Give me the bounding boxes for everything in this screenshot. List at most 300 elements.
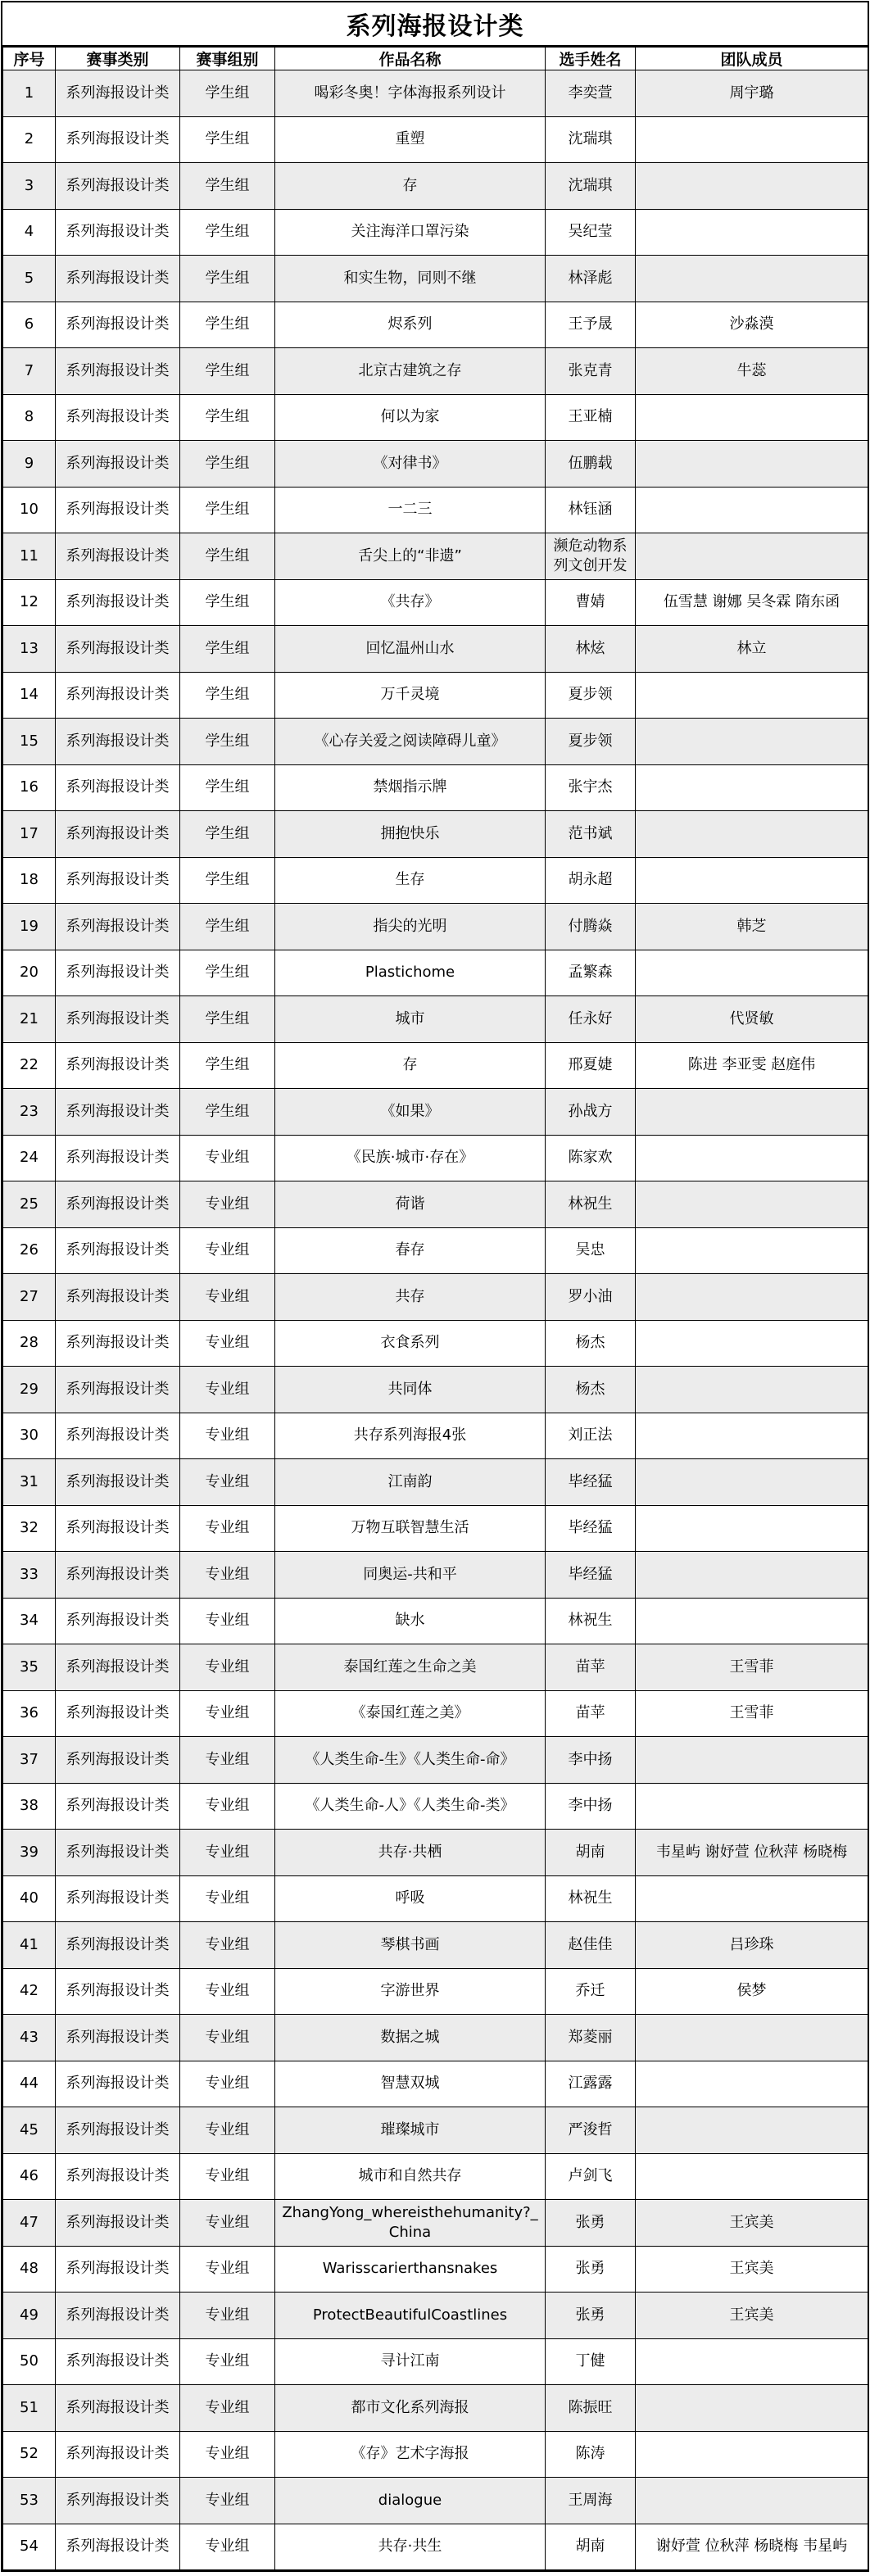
cell-entrant: 罗小油 [546, 1274, 636, 1321]
cell-team [636, 1783, 868, 1830]
table-row [3, 2246, 868, 2293]
cell-entrant: 胡永超 [546, 857, 636, 904]
cell-team: 王宾美 [636, 2200, 868, 2247]
cell-work-title: 呼吸 [275, 1875, 546, 1922]
cell-team: 吕珍珠 [636, 1922, 868, 1969]
cell-group: 学生组 [180, 811, 275, 858]
cell-entrant: 陈振旺 [546, 2385, 636, 2432]
cell-category: 系列海报设计类 [56, 487, 180, 533]
cell-group: 专业组 [180, 2385, 275, 2432]
cell-team [636, 1320, 868, 1367]
cell-group: 学生组 [180, 1089, 275, 1136]
cell-entrant: 王亚楠 [546, 394, 636, 441]
cell-index: 18 [3, 857, 56, 904]
cell-group: 专业组 [180, 1227, 275, 1274]
cell-team: 代贤敏 [636, 996, 868, 1043]
table-row [3, 1320, 868, 1367]
table-row [3, 1737, 868, 1784]
cell-group: 专业组 [180, 2061, 275, 2107]
table-row [3, 1690, 868, 1737]
table-row [3, 2107, 868, 2154]
cell-entrant: 李奕萱 [546, 70, 636, 117]
cell-category: 系列海报设计类 [56, 2107, 180, 2154]
cell-entrant: 严浚哲 [546, 2107, 636, 2154]
cell-work-title: 一二三 [275, 487, 546, 533]
cell-work-title: 缺水 [275, 1598, 546, 1644]
cell-team [636, 1413, 868, 1459]
table-row [3, 394, 868, 441]
cell-work-title: 拥抱快乐 [275, 811, 546, 858]
cell-category: 系列海报设计类 [56, 70, 180, 117]
cell-entrant: 毕经猛 [546, 1552, 636, 1599]
cell-category: 系列海报设计类 [56, 348, 180, 395]
cell-work-title: 共存·共生 [275, 2524, 546, 2570]
cell-work-title: 同奥运-共和平 [275, 1552, 546, 1599]
table-row [3, 996, 868, 1043]
cell-team: 伍雪慧 谢娜 吴冬霖 隋东函 [636, 579, 868, 626]
cell-work-title: 生存 [275, 857, 546, 904]
cell-group: 学生组 [180, 950, 275, 996]
table-row [3, 441, 868, 488]
cell-group: 专业组 [180, 1922, 275, 1969]
sheet-title: 系列海报设计类 [2, 2, 868, 47]
cell-work-title: 共同体 [275, 1367, 546, 1413]
cell-group: 学生组 [180, 116, 275, 163]
cell-index: 20 [3, 950, 56, 996]
cell-work-title: 都市文化系列海报 [275, 2385, 546, 2432]
cell-index: 24 [3, 1135, 56, 1181]
cell-team [636, 1598, 868, 1644]
cell-group: 专业组 [180, 1135, 275, 1181]
cell-index: 46 [3, 2153, 56, 2200]
table-row [3, 811, 868, 858]
table-row [3, 1042, 868, 1089]
cell-team: 周宇璐 [636, 70, 868, 117]
cell-work-title: 舌尖上的“非遗” [275, 533, 546, 580]
cell-team [636, 857, 868, 904]
cell-category: 系列海报设计类 [56, 857, 180, 904]
cell-category: 系列海报设计类 [56, 441, 180, 488]
cell-team [636, 441, 868, 488]
cell-team [636, 1089, 868, 1136]
cell-category: 系列海报设计类 [56, 1320, 180, 1367]
cell-category: 系列海报设计类 [56, 1737, 180, 1784]
cell-group: 学生组 [180, 394, 275, 441]
cell-category: 系列海报设计类 [56, 1413, 180, 1459]
cell-category: 系列海报设计类 [56, 394, 180, 441]
cell-entrant: 林祝生 [546, 1875, 636, 1922]
cell-team: 侯梦 [636, 1968, 868, 2015]
cell-team [636, 811, 868, 858]
cell-work-title: 江南韵 [275, 1459, 546, 1506]
table-row [3, 1830, 868, 1876]
cell-category: 系列海报设计类 [56, 2246, 180, 2293]
cell-entrant: 卢剑飞 [546, 2153, 636, 2200]
cell-category: 系列海报设计类 [56, 2200, 180, 2247]
cell-group: 学生组 [180, 579, 275, 626]
cell-category: 系列海报设计类 [56, 2431, 180, 2478]
cell-group: 学生组 [180, 348, 275, 395]
cell-group: 专业组 [180, 2015, 275, 2061]
table-row [3, 2524, 868, 2570]
cell-entrant: 张勇 [546, 2200, 636, 2247]
cell-category: 系列海报设计类 [56, 1690, 180, 1737]
cell-team [636, 1135, 868, 1181]
cell-category: 系列海报设计类 [56, 1227, 180, 1274]
cell-work-title: dialogue [275, 2478, 546, 2524]
cell-team: 陈进 李亚雯 赵庭伟 [636, 1042, 868, 1089]
cell-work-title: ZhangYong_whereisthehumanity?_China [275, 2200, 546, 2247]
cell-entrant: 孙战方 [546, 1089, 636, 1136]
cell-category: 系列海报设计类 [56, 1922, 180, 1969]
cell-index: 54 [3, 2524, 56, 2570]
cell-work-title: 《存》艺术字海报 [275, 2431, 546, 2478]
cell-work-title: 《民族·城市·存在》 [275, 1135, 546, 1181]
table-row [3, 2293, 868, 2339]
header-group: 赛事组别 [180, 48, 275, 70]
cell-team [636, 1737, 868, 1784]
cell-index: 22 [3, 1042, 56, 1089]
cell-category: 系列海报设计类 [56, 1274, 180, 1321]
cell-category: 系列海报设计类 [56, 256, 180, 302]
header-category: 赛事类别 [56, 48, 180, 70]
cell-index: 15 [3, 719, 56, 765]
cell-index: 53 [3, 2478, 56, 2524]
cell-index: 1 [3, 70, 56, 117]
cell-group: 学生组 [180, 487, 275, 533]
cell-entrant: 夏步领 [546, 719, 636, 765]
cell-entrant: 林炫 [546, 626, 636, 673]
cell-work-title: 智慧双城 [275, 2061, 546, 2107]
cell-work-title: 衣食系列 [275, 1320, 546, 1367]
cell-entrant: 沈瑞琪 [546, 116, 636, 163]
cell-index: 12 [3, 579, 56, 626]
cell-work-title: 重塑 [275, 116, 546, 163]
cell-entrant: 曹婧 [546, 579, 636, 626]
cell-work-title: 《如果》 [275, 1089, 546, 1136]
cell-index: 31 [3, 1459, 56, 1506]
cell-index: 10 [3, 487, 56, 533]
cell-team: 沙淼漠 [636, 302, 868, 348]
table-row [3, 1459, 868, 1506]
table-row [3, 1598, 868, 1644]
cell-group: 专业组 [180, 1552, 275, 1599]
table-row [3, 1274, 868, 1321]
table-row [3, 2385, 868, 2432]
table-row [3, 579, 868, 626]
cell-entrant: 郑菱丽 [546, 2015, 636, 2061]
cell-group: 学生组 [180, 256, 275, 302]
cell-category: 系列海报设计类 [56, 533, 180, 580]
cell-entrant: 张克青 [546, 348, 636, 395]
table-row [3, 2431, 868, 2478]
table-row [3, 209, 868, 256]
cell-index: 35 [3, 1644, 56, 1691]
cell-category: 系列海报设计类 [56, 1830, 180, 1876]
table-row [3, 1644, 868, 1691]
cell-index: 3 [3, 163, 56, 210]
cell-work-title: 喝彩冬奥！字体海报系列设计 [275, 70, 546, 117]
cell-team: 王雪菲 [636, 1690, 868, 1737]
cell-group: 专业组 [180, 1505, 275, 1552]
cell-work-title: 数据之城 [275, 2015, 546, 2061]
cell-team: 韩芝 [636, 904, 868, 950]
table-row [3, 1181, 868, 1228]
cell-team: 王宾美 [636, 2246, 868, 2293]
cell-group: 专业组 [180, 1875, 275, 1922]
table-row [3, 1413, 868, 1459]
cell-index: 23 [3, 1089, 56, 1136]
cell-index: 6 [3, 302, 56, 348]
cell-work-title: 和实生物，同则不继 [275, 256, 546, 302]
table-row [3, 2478, 868, 2524]
cell-work-title: 共存·共栖 [275, 1830, 546, 1876]
cell-category: 系列海报设计类 [56, 2478, 180, 2524]
sheet [1, 1, 869, 2572]
cell-work-title: 琴棋书画 [275, 1922, 546, 1969]
cell-entrant: 林祝生 [546, 1598, 636, 1644]
cell-category: 系列海报设计类 [56, 764, 180, 811]
cell-team [636, 1459, 868, 1506]
cell-entrant: 林祝生 [546, 1181, 636, 1228]
cell-entrant: 毕经猛 [546, 1459, 636, 1506]
cell-entrant: 张勇 [546, 2246, 636, 2293]
cell-category: 系列海报设计类 [56, 1089, 180, 1136]
cell-work-title: 荷谐 [275, 1181, 546, 1228]
cell-category: 系列海报设计类 [56, 116, 180, 163]
cell-category: 系列海报设计类 [56, 1644, 180, 1691]
cell-category: 系列海报设计类 [56, 209, 180, 256]
cell-team [636, 2061, 868, 2107]
cell-team [636, 719, 868, 765]
cell-group: 专业组 [180, 1968, 275, 2015]
table-row [3, 764, 868, 811]
cell-team [636, 2385, 868, 2432]
cell-entrant: 乔迁 [546, 1968, 636, 2015]
cell-entrant: 杨杰 [546, 1320, 636, 1367]
cell-entrant: 林泽彪 [546, 256, 636, 302]
table-row [3, 70, 868, 117]
cell-index: 17 [3, 811, 56, 858]
cell-index: 11 [3, 533, 56, 580]
cell-group: 专业组 [180, 1598, 275, 1644]
cell-category: 系列海报设计类 [56, 1459, 180, 1506]
cell-team: 牛蕊 [636, 348, 868, 395]
cell-index: 36 [3, 1690, 56, 1737]
cell-work-title: 存 [275, 163, 546, 210]
cell-entrant: 吴纪莹 [546, 209, 636, 256]
cell-group: 专业组 [180, 2293, 275, 2339]
cell-team [636, 2015, 868, 2061]
cell-work-title: 禁烟指示牌 [275, 764, 546, 811]
cell-category: 系列海报设计类 [56, 2524, 180, 2570]
cell-entrant: 张勇 [546, 2293, 636, 2339]
cell-entrant: 夏步领 [546, 672, 636, 719]
cell-index: 41 [3, 1922, 56, 1969]
cell-team [636, 2153, 868, 2200]
cell-category: 系列海报设计类 [56, 1552, 180, 1599]
cell-team [636, 394, 868, 441]
cell-group: 学生组 [180, 672, 275, 719]
cell-group: 学生组 [180, 626, 275, 673]
header-entrant: 选手姓名 [546, 48, 636, 70]
cell-team [636, 163, 868, 210]
header-index: 序号 [3, 48, 56, 70]
cell-entrant: 杨杰 [546, 1367, 636, 1413]
cell-team [636, 2431, 868, 2478]
cell-index: 25 [3, 1181, 56, 1228]
table-row [3, 2061, 868, 2107]
table-row [3, 2200, 868, 2247]
cell-category: 系列海报设计类 [56, 1598, 180, 1644]
entries-table [2, 47, 868, 2570]
cell-group: 专业组 [180, 2338, 275, 2385]
cell-category: 系列海报设计类 [56, 579, 180, 626]
header-row [3, 48, 868, 70]
cell-index: 49 [3, 2293, 56, 2339]
cell-category: 系列海报设计类 [56, 950, 180, 996]
cell-category: 系列海报设计类 [56, 719, 180, 765]
table-row [3, 256, 868, 302]
cell-index: 42 [3, 1968, 56, 2015]
cell-entrant: 王周海 [546, 2478, 636, 2524]
cell-index: 14 [3, 672, 56, 719]
cell-index: 2 [3, 116, 56, 163]
table-body [3, 70, 868, 2570]
cell-category: 系列海报设计类 [56, 2293, 180, 2339]
cell-index: 50 [3, 2338, 56, 2385]
cell-index: 44 [3, 2061, 56, 2107]
cell-team [636, 1552, 868, 1599]
cell-group: 学生组 [180, 163, 275, 210]
cell-group: 学生组 [180, 533, 275, 580]
cell-team [636, 533, 868, 580]
table-row [3, 348, 868, 395]
cell-index: 40 [3, 1875, 56, 1922]
cell-category: 系列海报设计类 [56, 1367, 180, 1413]
cell-entrant: 濒危动物系列文创开发 [546, 533, 636, 580]
cell-work-title: 《人类生命-生》《人类生命-命》 [275, 1737, 546, 1784]
table-row [3, 719, 868, 765]
cell-index: 9 [3, 441, 56, 488]
cell-category: 系列海报设计类 [56, 1968, 180, 2015]
table-row [3, 1875, 868, 1922]
cell-team [636, 2478, 868, 2524]
cell-work-title: 城市和自然共存 [275, 2153, 546, 2200]
cell-work-title: Warisscarierthansnakes [275, 2246, 546, 2293]
table-row [3, 1552, 868, 1599]
table-row [3, 2153, 868, 2200]
cell-index: 37 [3, 1737, 56, 1784]
cell-entrant: 胡南 [546, 2524, 636, 2570]
cell-work-title: 泰国红莲之生命之美 [275, 1644, 546, 1691]
cell-work-title: 烬系列 [275, 302, 546, 348]
cell-group: 专业组 [180, 2246, 275, 2293]
cell-entrant: 李中扬 [546, 1737, 636, 1784]
cell-entrant: 刘正法 [546, 1413, 636, 1459]
cell-entrant: 陈家欢 [546, 1135, 636, 1181]
cell-index: 45 [3, 2107, 56, 2154]
cell-team: 林立 [636, 626, 868, 673]
cell-index: 4 [3, 209, 56, 256]
cell-index: 21 [3, 996, 56, 1043]
cell-work-title: 《人类生命-人》《人类生命-类》 [275, 1783, 546, 1830]
cell-entrant: 林钰涵 [546, 487, 636, 533]
cell-group: 专业组 [180, 1830, 275, 1876]
cell-category: 系列海报设计类 [56, 1875, 180, 1922]
cell-team [636, 1227, 868, 1274]
cell-team [636, 116, 868, 163]
cell-entrant: 丁健 [546, 2338, 636, 2385]
cell-group: 学生组 [180, 719, 275, 765]
cell-entrant: 苗苹 [546, 1690, 636, 1737]
cell-work-title: ProtectBeautifulCoastlines [275, 2293, 546, 2339]
cell-index: 7 [3, 348, 56, 395]
cell-work-title: 何以为家 [275, 394, 546, 441]
cell-category: 系列海报设计类 [56, 2015, 180, 2061]
cell-group: 专业组 [180, 1783, 275, 1830]
cell-category: 系列海报设计类 [56, 1042, 180, 1089]
table-row [3, 2338, 868, 2385]
cell-category: 系列海报设计类 [56, 2153, 180, 2200]
table-row [3, 857, 868, 904]
cell-group: 学生组 [180, 70, 275, 117]
cell-category: 系列海报设计类 [56, 2338, 180, 2385]
cell-entrant: 李中扬 [546, 1783, 636, 1830]
cell-entrant: 江露露 [546, 2061, 636, 2107]
cell-work-title: 北京古建筑之存 [275, 348, 546, 395]
cell-group: 专业组 [180, 2200, 275, 2247]
cell-group: 专业组 [180, 1644, 275, 1691]
cell-team [636, 209, 868, 256]
table-row [3, 116, 868, 163]
cell-group: 专业组 [180, 1413, 275, 1459]
cell-group: 学生组 [180, 857, 275, 904]
cell-work-title: 关注海洋口罩污染 [275, 209, 546, 256]
table-row [3, 163, 868, 210]
cell-group: 学生组 [180, 1042, 275, 1089]
cell-index: 38 [3, 1783, 56, 1830]
cell-index: 13 [3, 626, 56, 673]
table-row [3, 1227, 868, 1274]
table-row [3, 1367, 868, 1413]
cell-index: 47 [3, 2200, 56, 2247]
table-row [3, 1505, 868, 1552]
cell-entrant: 邢夏婕 [546, 1042, 636, 1089]
cell-entrant: 苗苹 [546, 1644, 636, 1691]
cell-group: 学生组 [180, 764, 275, 811]
cell-category: 系列海报设计类 [56, 163, 180, 210]
cell-work-title: 指尖的光明 [275, 904, 546, 950]
cell-category: 系列海报设计类 [56, 811, 180, 858]
cell-category: 系列海报设计类 [56, 672, 180, 719]
cell-entrant: 陈涛 [546, 2431, 636, 2478]
table-row [3, 1922, 868, 1969]
cell-index: 27 [3, 1274, 56, 1321]
cell-team [636, 1367, 868, 1413]
cell-entrant: 赵佳佳 [546, 1922, 636, 1969]
cell-category: 系列海报设计类 [56, 1783, 180, 1830]
cell-index: 16 [3, 764, 56, 811]
table-row [3, 950, 868, 996]
cell-index: 5 [3, 256, 56, 302]
cell-category: 系列海报设计类 [56, 904, 180, 950]
header-work-title: 作品名称 [275, 48, 546, 70]
cell-group: 学生组 [180, 441, 275, 488]
table-row [3, 1135, 868, 1181]
cell-team [636, 764, 868, 811]
cell-team: 王雪菲 [636, 1644, 868, 1691]
